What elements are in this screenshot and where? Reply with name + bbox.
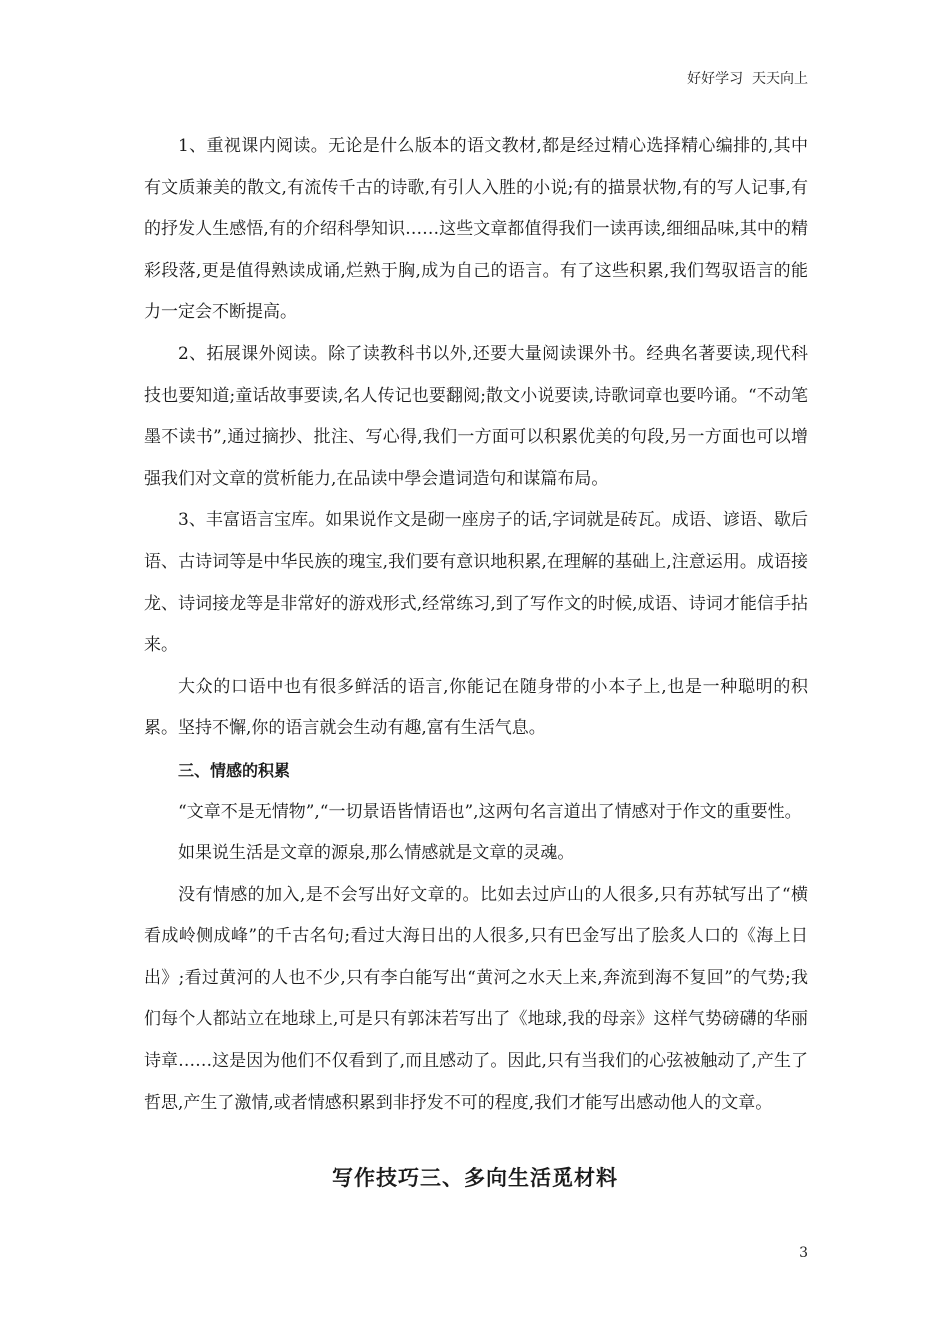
paragraph-class-reading: 1、重视课内阅读。无论是什么版本的语文教材,都是经过精心选择精心编排的,其中有文质兼美的散文,有流传千古的诗歌,有引人入胜的小说;有的描景状物,有的写人记事,有的抒发人生感悟,有的介绍科學知识……这些文章都值得我们一读再读,细细品味,其中的精彩段落,更是值得熟读成诵,烂熟于胸,成为自己的语言。有了这些积累,我们驾驭语言的能力一定会不断提高。 <box>144 136 808 323</box>
page-number: 3 <box>799 1245 808 1261</box>
paragraph-emotion-soul: 如果说生活是文章的源泉,那么情感就是文章的灵魂。 <box>178 843 575 864</box>
paragraph-emotion-examples: 没有情感的加入,是不会写出好文章的。比如去过庐山的人很多,只有苏轼写出了“横看成岭侧成峰”的千古名句;看过大海日出的人很多,只有巴金写出了脍炙人口的《海上日出》;看过黄河的人也不少,只有李白能写出“黄河之水天上来,奔流到海不复回”的气势;我们每个人都站立在地球上,可是只有郭沫若写出了《地球,我的母亲》这样气势磅礴的华丽诗章……这是因为他们不仅看到了,而且感动了。因此,只有当我们的心弦被触动了,产生了哲思,产生了激情,或者情感积累到非抒发不可的程度,我们才能写出感动他人的文章。 <box>144 884 808 1113</box>
paragraph-language-treasury: 3、丰富语言宝库。如果说作文是砌一座房子的话,字词就是砖瓦。成语、谚语、歇后语、古诗词等是中华民族的瑰宝,我们要有意识地积累,在理解的基础上,注意运用。成语接龙、诗词接龙等是非常好的游戏形式,经常练习,到了写作文的时候,成语、诗词才能信手拈来。 <box>144 510 808 656</box>
section-heading: 三、情感的积累 <box>178 760 291 780</box>
paragraph-emotion-quotes: “文章不是无情物”,“一切景语皆情语也”,这两句名言道出了情感对于作文的重要性。 <box>178 801 802 822</box>
page-header: 好好学习 天天向上 <box>687 71 808 87</box>
document-body <box>144 126 808 1124</box>
paragraph-spoken-language: 大众的口语中也有很多鲜活的语言,你能记在随身带的小本子上,也是一种聪明的积累。坚持不懈,你的语言就会生动有趣,富有生活气息。 <box>144 676 808 739</box>
paragraph-extracurricular-reading: 2、拓展课外阅读。除了读教科书以外,还要大量阅读课外书。经典名著要读,现代科技也要知道;童话故事要读,名人传记也要翻阅;散文小说要读,诗歌词章也要吟诵。“不动笔墨不读书”,通过摘抄、批注、写心得,我们一方面可以积累优美的句段,另一方面也可以增强我们对文章的赏析能力,在品读中學会遣词造句和谋篇布局。 <box>144 343 808 489</box>
chapter-title: 写作技巧三、多向生活觅材料 <box>332 1166 618 1190</box>
